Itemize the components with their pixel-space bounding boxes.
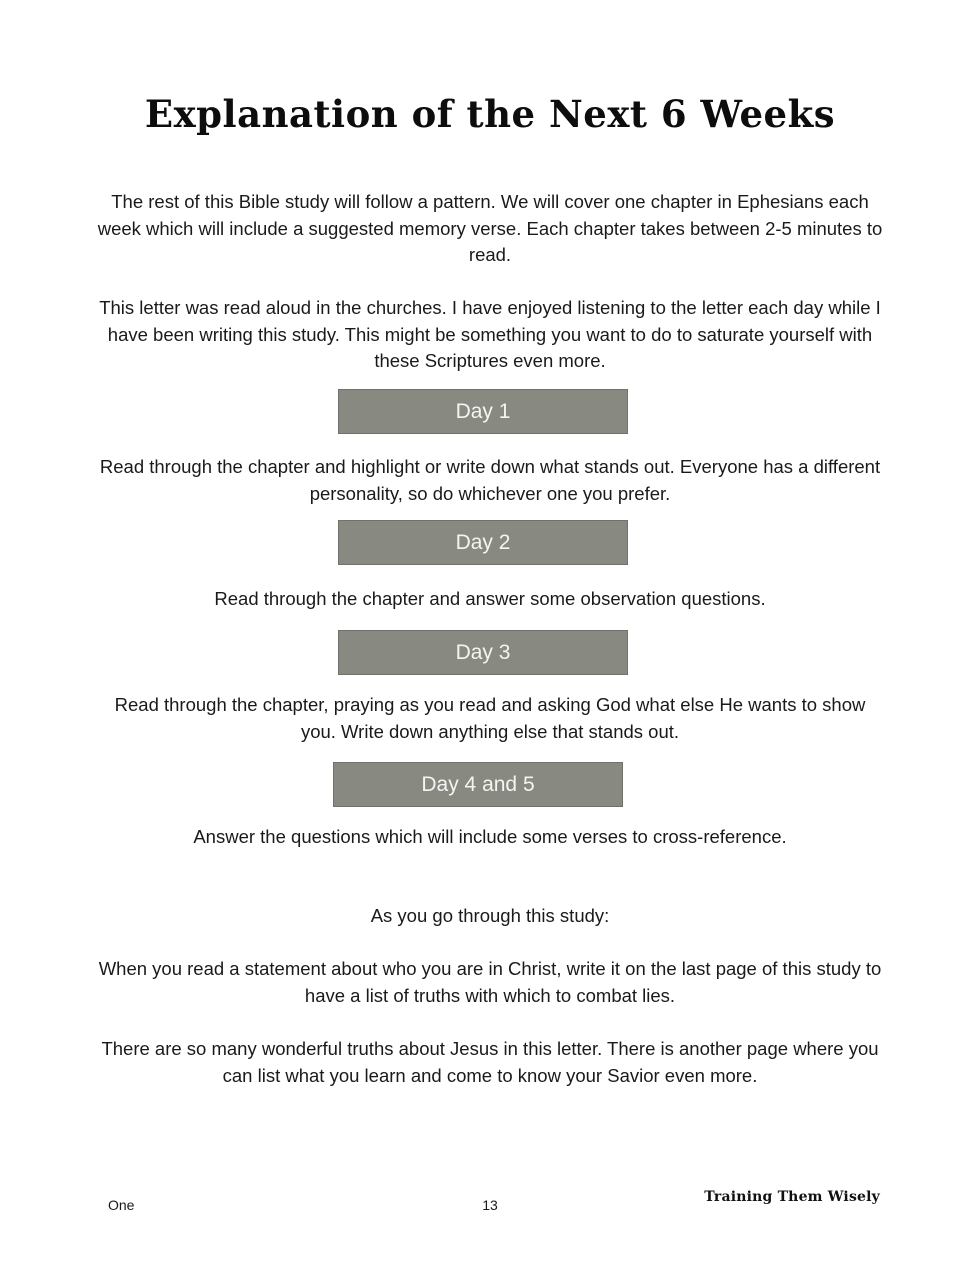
footer-section-label: One bbox=[108, 1197, 135, 1213]
day-4-5-description: Answer the questions which will include some verses to cross-reference. bbox=[193, 826, 787, 847]
closing-point-2: There are so many wonderful truths about Jesus in this letter. There is another page where you can list what you learn and come to know your Savior even more. bbox=[101, 1038, 879, 1086]
day-3-banner: Day 3 bbox=[338, 630, 628, 675]
brand-logo: Training Them Wisely bbox=[704, 1189, 880, 1205]
day-1-description: Read through the chapter and highlight or write down what stands out. Everyone has a different personality, so do whichever one you prefer. bbox=[99, 456, 881, 504]
day-3-description: Read through the chapter, praying as you read and asking God what else He wants to show you. Write down anything else that stands out. bbox=[114, 694, 866, 742]
day-4-5-banner: Day 4 and 5 bbox=[333, 762, 623, 807]
day-2-banner: Day 2 bbox=[338, 520, 628, 565]
intro-paragraph-1: The rest of this Bible study will follow a pattern. We will cover one chapter in Ephesians each week which will include a suggested memory verse. Each chapter takes between 2-5 minutes to read. bbox=[97, 191, 883, 265]
closing-point-1: When you read a statement about who you are in Christ, write it on the last page of this study to have a list of truths with which to combat lies. bbox=[98, 958, 882, 1006]
intro-paragraph-2: This letter was read aloud in the churches. I have enjoyed listening to the letter each day while I have been writing this study. This might be something you want to do to saturate yourself with these Scriptures even more. bbox=[99, 297, 881, 371]
page-title: Explanation of the Next 6 Weeks bbox=[144, 92, 836, 136]
day-1-banner: Day 1 bbox=[338, 389, 628, 434]
page-number: 13 bbox=[482, 1197, 498, 1213]
day-2-description: Read through the chapter and answer some observation questions. bbox=[214, 588, 766, 609]
closing-heading: As you go through this study: bbox=[370, 905, 610, 926]
